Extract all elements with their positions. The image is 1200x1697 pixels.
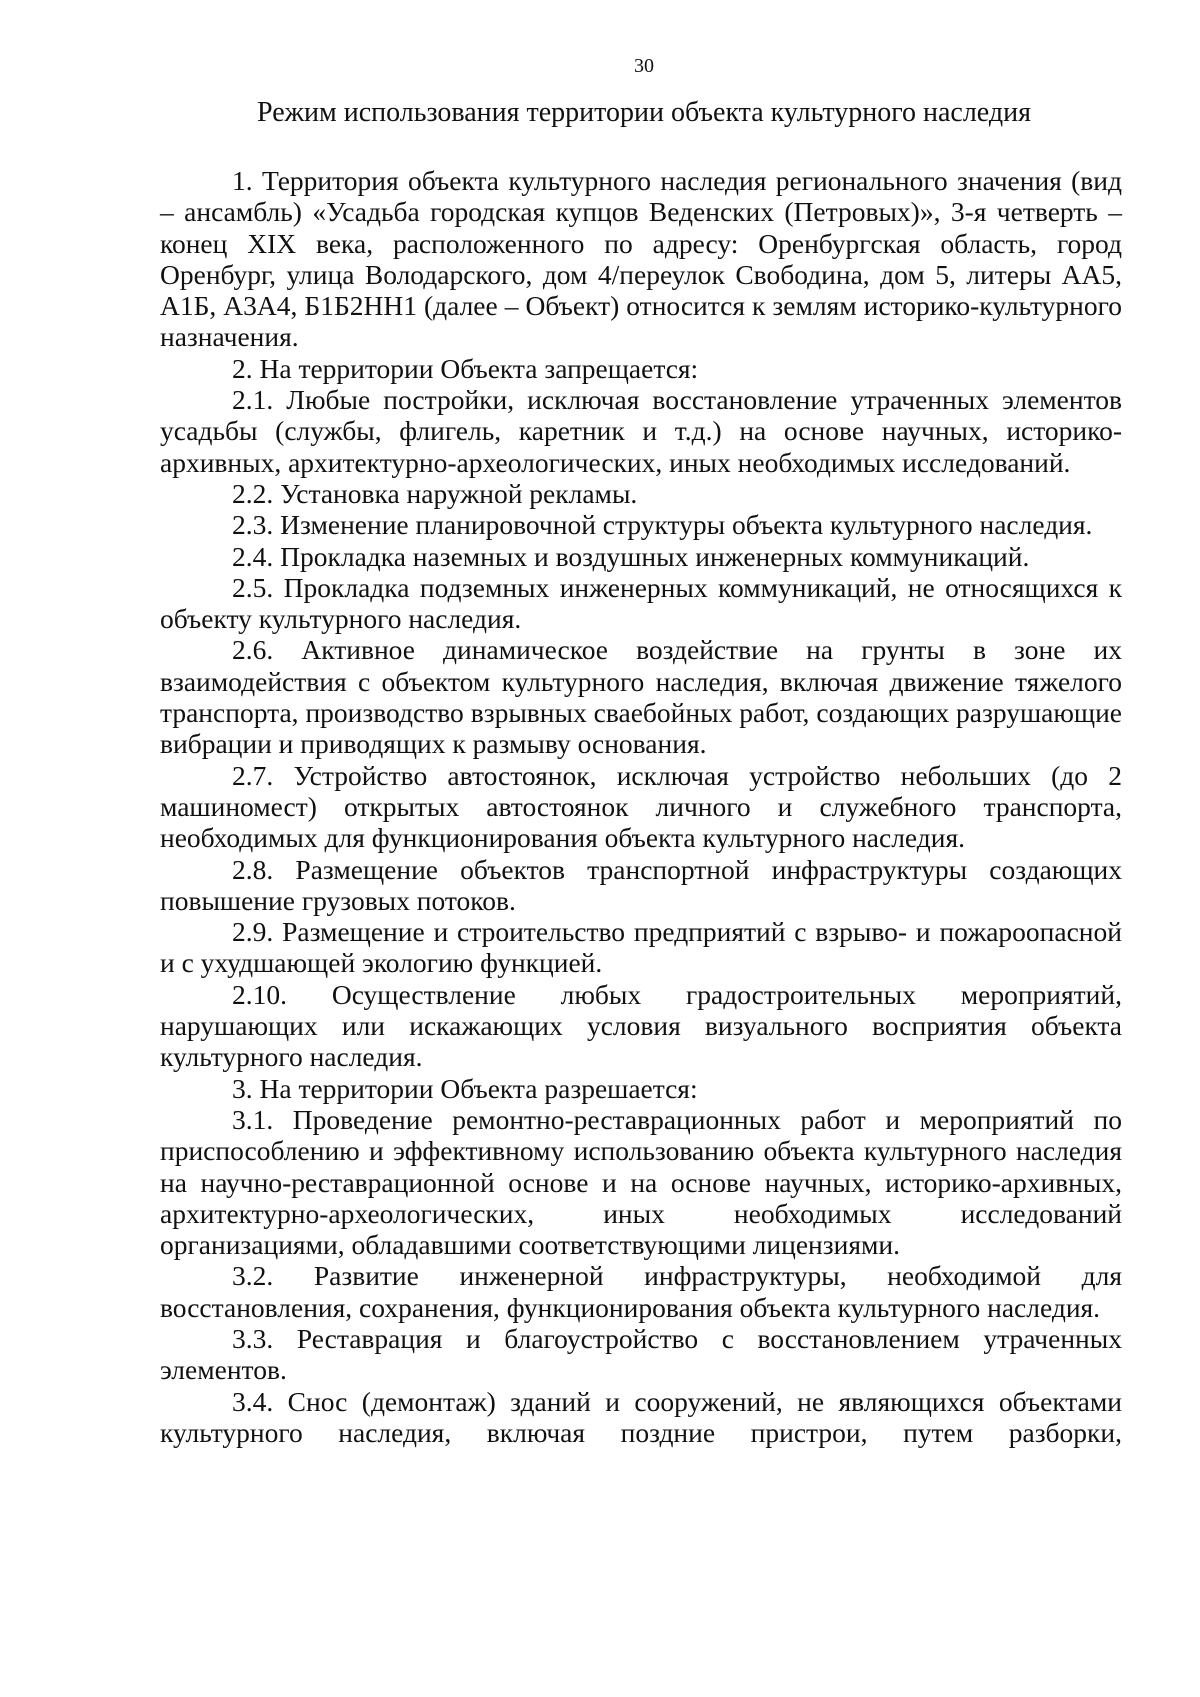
paragraph-2-9: 2.9. Размещение и строительство предприятий с взрыво- и пожароопасной и с ухудшающей экологию функцией. [160,916,1122,979]
paragraph-3-2: 3.2. Развитие инженерной инфраструктуры, необходимой для восстановления, сохранения, функционирования объекта культурного наследия. [160,1260,1122,1323]
paragraph-2-5: 2.5. Прокладка подземных инженерных коммуникаций, не относящихся к объекту культурного наследия. [160,571,1122,635]
paragraph-2-10: 2.10. Осуществление любых градостроительных мероприятий, нарушающих или искажающих условия визуального восприятия объекта культурного наследия. [160,978,1122,1073]
paragraph-3-1: 3.1. Проведение ремонтно-реставрационных работ и мероприятий по приспособлению и эффективному использованию объекта культурного наследия на научно-реставрационной основе и на основе научных, историко-архивных, архитектурно-археологических, иных необходимых исследований организациями, обладавшими соответствующими лицензиями. [160,1103,1122,1261]
paragraph-3: 3. На территории Объекта разрешается: [232,1072,698,1104]
paragraph-1: 1. Территория объекта культурного наследия регионального значения (вид – ансамбль) «Усадьба городская купцов Веденских (Петровых)», 3-я четверть – конец XIX века, расположенного по адресу: Оренбургская область, город Оренбург, улица Володарского, дом 4/переулок Свободина, дом 5, литеры АА5, А1Б, А3А4, Б1Б2НН1 (далее – Объект) относится к землям историко-культурного назначения. [160,165,1122,353]
paragraph-2-8: 2.8. Размещение объектов транспортной инфраструктуры создающих повышение грузовых потоков. [160,853,1122,916]
paragraph-2-2: 2.2. Установка наружной рекламы. [232,477,638,509]
paragraph-3-4: 3.4. Снос (демонтаж) зданий и сооружений, не являющихся объектами культурного наследия, включая поздние пристрои, путем разборки, [160,1385,1122,1448]
document-body [160,165,1122,1448]
paragraph-2-1: 2.1. Любые постройки, исключая восстановление утраченных элементов усадьбы (службы, флигель, каретник и т.д.) на основе научных, историко- архивных, архитектурно-археологических, иных необходимых исследований. [160,384,1122,478]
page-number: 30 [634,55,654,77]
paragraph-2-6: 2.6. Активное динамическое воздействие на грунты в зоне их взаимодействия с объектом культурного наследия, включая движение тяжелого транспорта, производство взрывных сваебойных работ, создающих разрушающие вибрации и приводящих к размыву основания. [160,634,1122,760]
paragraph-2-3: 2.3. Изменение планировочной структуры объекта культурного наследия. [232,509,1093,541]
paragraph-2-4: 2.4. Прокладка наземных и воздушных инженерных коммуникаций. [232,540,1030,572]
paragraph-3-3: 3.3. Реставрация и благоустройство с восстановлением утраченных элементов. [160,1322,1122,1386]
document-title: Режим использования территории объекта культурного наследия [257,97,1031,128]
paragraph-2: 2. На территории Объекта запрещается: [232,352,699,384]
paragraph-2-7: 2.7. Устройство автостоянок, исключая устройство небольших (до 2 машиномест) открытых автостоянок личного и служебного транспорта, необходимых для функционирования объекта культурного наследия. [160,759,1122,854]
